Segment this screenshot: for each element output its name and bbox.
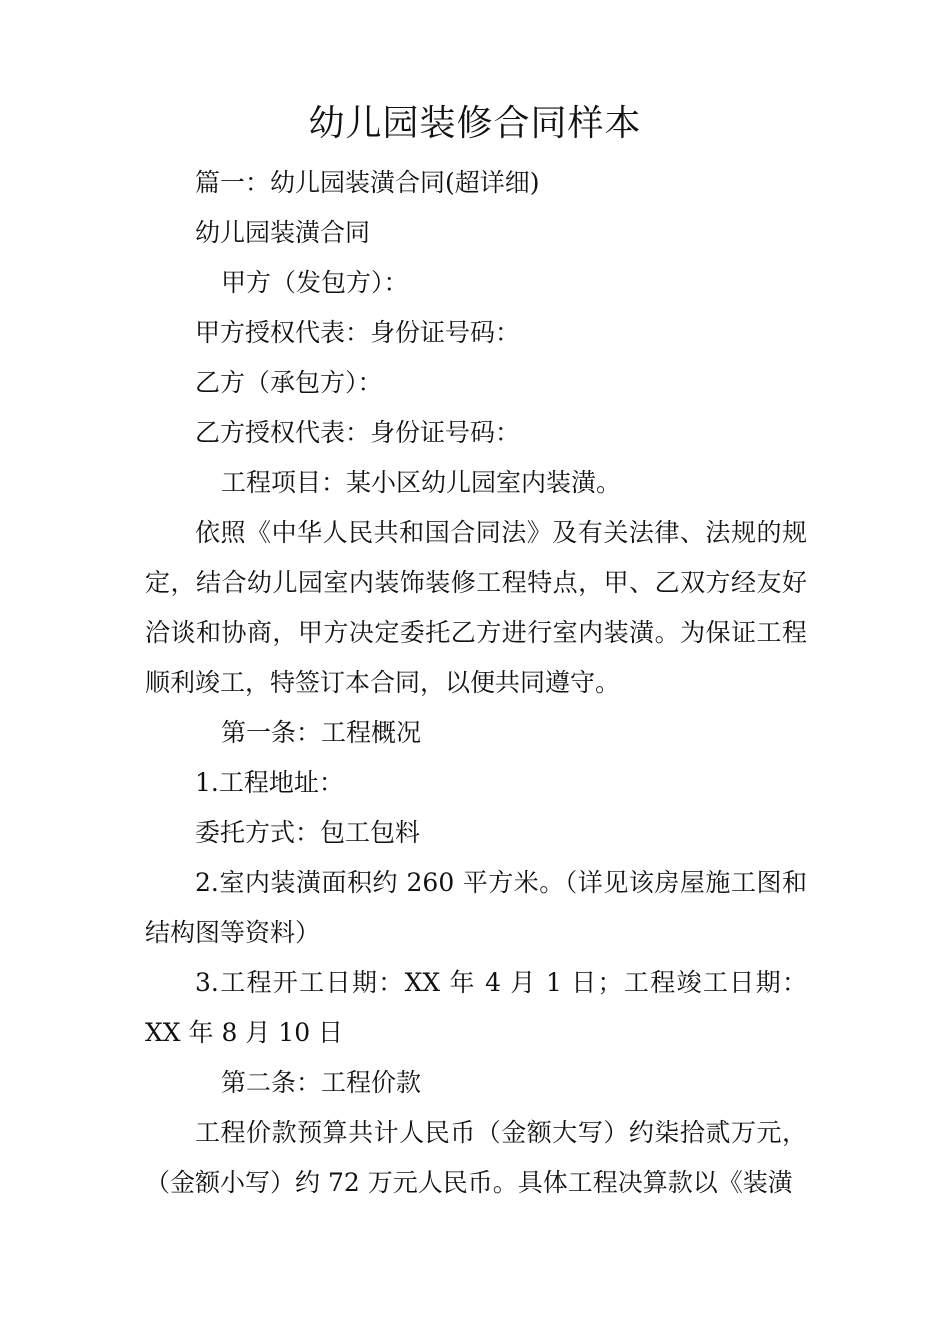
paragraph-article-2-heading: 第二条：工程价款 bbox=[221, 1068, 422, 1097]
document-title: 幼儿园装修合同样本 bbox=[308, 103, 642, 144]
paragraph-contract-name: 幼儿园装潢合同 bbox=[195, 218, 371, 247]
paragraph-party-b-representative: 乙方授权代表：身份证号码： bbox=[195, 418, 521, 447]
paragraph-section-heading: 篇一：幼儿园装潢合同(超详细) bbox=[195, 168, 540, 197]
paragraph-party-b: 乙方（承包方）： bbox=[195, 368, 383, 397]
paragraph-dates: 3.工程开工日期：XX 年 4 月 1 日；工程竣工日期：XX 年 8 月 10 日 bbox=[145, 968, 807, 1047]
paragraph-article-1-heading: 第一条：工程概况 bbox=[221, 718, 422, 747]
paragraph-area: 2.室内装潢面积约 260 平方米。（详见该房屋施工图和结构图等资料） bbox=[145, 868, 807, 947]
paragraph-commission-method: 委托方式：包工包料 bbox=[195, 818, 421, 847]
paragraph-price: 工程价款预算共计人民币（金额大写）约柒拾贰万元，（金额小写）约 72 万元人民币。具体工程决算款以《装潢 bbox=[145, 1118, 807, 1197]
paragraph-party-a-representative: 甲方授权代表：身份证号码： bbox=[195, 318, 521, 347]
paragraph-project-address: 1.工程地址： bbox=[195, 768, 344, 797]
paragraph-preamble: 依照《中华人民共和国合同法》及有关法律、法规的规定，结合幼儿园室内装饰装修工程特点，甲、乙双方经友好洽谈和协商，甲方决定委托乙方进行室内装潢。为保证工程顺利竣工，特签订本合同，以便共同遵守。 bbox=[145, 518, 807, 697]
document-body bbox=[145, 158, 807, 1208]
paragraph-party-a: 甲方（发包方）： bbox=[221, 268, 409, 297]
paragraph-project: 工程项目：某小区幼儿园室内装潢。 bbox=[221, 468, 622, 497]
